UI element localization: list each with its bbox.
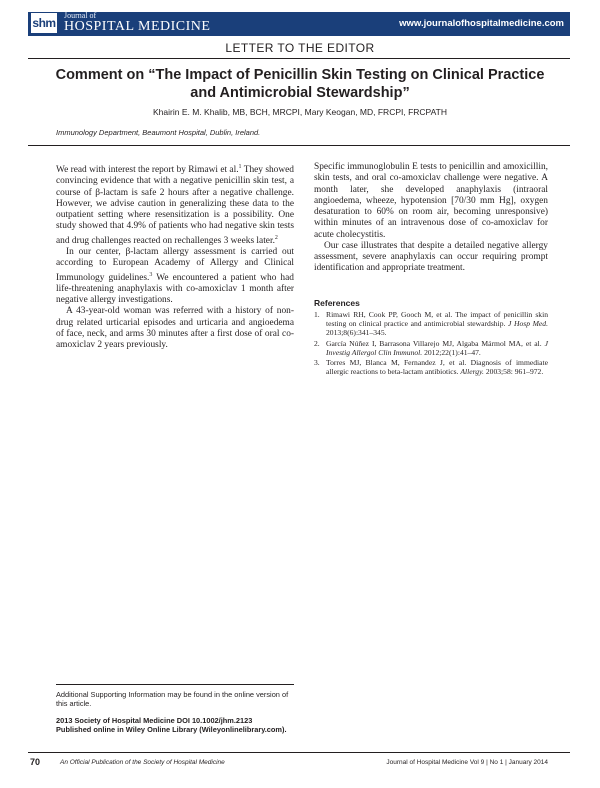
affiliation-divider — [28, 145, 570, 146]
references-list — [314, 310, 548, 377]
section-label: LETTER TO THE EDITOR — [225, 41, 375, 55]
body-column-right — [314, 162, 548, 275]
reference-item: 2. García Núñez I, Barrasona Villarejo MJ, Algaba Mármol MA, et al. J Investig Allergol Clin Immunol. 2012;22(1):41–47. — [314, 338, 548, 357]
issue-line: Journal of Hospital Medicine Vol 9 | No 1 | January 2014 — [386, 759, 548, 766]
supporting-info-note: Additional Supporting Information may be found in the online version of this article. — [56, 690, 289, 709]
shm-logo: shm — [30, 12, 58, 34]
footnote-divider — [56, 684, 294, 685]
paragraph-1: We read with interest the report by Rimawi et al.$^1$ They showed convincing evidence that with a negative penicillin skin test, a course of β-lactam is safe 2 hours after a negative challenge. However, we advise caution in generalizing these data to the outpatient setting where resensitization is a possibility. One study showed that 4.9% of patients who had negative skin tests and drug challenges reacted on rechallenges 3 weeks later.$^2$ — [56, 164, 294, 246]
paragraph-2: In our center, β-lactam allergy assessment is carried out according to European Academy of Allergy and Clinical Immunology guidelines.$^3$ We encountered a patient who had life-threatening anaphylaxis with co-amoxiclav 1 month after negative allergy investigations. — [56, 247, 294, 306]
reference-item: 3. Torres MJ, Blanca M, Fernandez J, et al. Diagnosis of immediate allergic reactions to beta-lactam antibiotics. Allergy. 2003;58: 961–972. — [314, 358, 548, 377]
article-title — [40, 66, 560, 102]
article-title-line2: and Antimicrobial Stewardship” — [190, 85, 410, 101]
article-authors: Khairin E. M. Khalib, MB, BCH, MRCPI, Mary Keogan, MD, FRCPI, FRCPATH — [153, 107, 447, 117]
paragraph-3: A 43-year-old woman was referred with a history of non-drug related urticarial episodes and urticaria and angioedema of face, neck, and arms 30 minutes after a first dose of oral co-amoxiclav 2 years previously. — [56, 306, 294, 351]
footer-divider — [28, 752, 570, 753]
copyright-block — [56, 716, 294, 735]
article-title-line1: Comment on “The Impact of Penicillin Skin Testing on Clinical Practice — [55, 67, 545, 83]
paragraph-4: Specific immunoglobulin E tests to penicillin and amoxicillin, skin tests, and oral co-amoxiclav challenge were negative. A month later, she developed anaphylaxis (intraoral angioedema, wheeze, hypotension [70/30 mm Hg], oxygen desaturation to 60% on room air, becoming unresponsive) within minutes of an intravenous dose of co-amoxiclav for acute cholecystitis. — [314, 162, 548, 240]
published-online: Published online in Wiley Online Library (Wileyonlinelibrary.com). — [56, 725, 287, 735]
reference-item: 1. Rimawi RH, Cook PP, Gooch M, et al. The impact of penicillin skin testing on clinical practice and antimicrobial stewardship. J Hosp Med. 2013;8(6):341–345. — [314, 310, 548, 338]
article-affiliation: Immunology Department, Beaumont Hospital, Dublin, Ireland. — [56, 128, 261, 137]
body-column-left — [56, 162, 294, 351]
publication-line: An Official Publication of the Society of Hospital Medicine — [60, 759, 225, 766]
page-number: 70 — [30, 757, 41, 767]
copyright-doi: 2013 Society of Hospital Medicine DOI 10.1002/jhm.2123 — [56, 716, 253, 725]
journal-url-link[interactable]: www.journalofhospitalmedicine.com — [399, 18, 564, 29]
references-heading: References — [314, 298, 360, 308]
paragraph-5: Our case illustrates that despite a detailed negative allergy assessment, severe anaphylaxis can occur requiring prompt identification and appropriate treatment. — [314, 240, 548, 274]
journal-of-label: Journal of — [64, 11, 97, 20]
journal-name: HOSPITAL MEDICINE — [64, 19, 211, 34]
section-divider — [28, 58, 570, 59]
